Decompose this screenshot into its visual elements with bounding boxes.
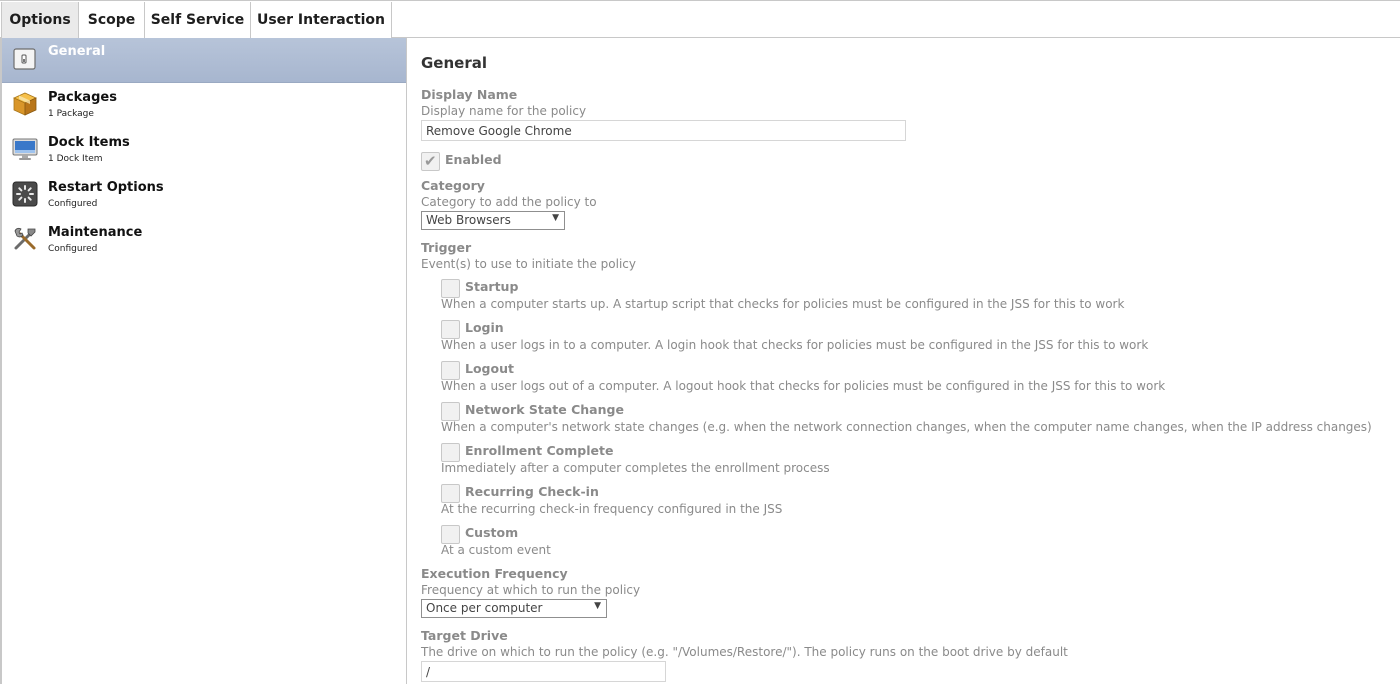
main-panel [408, 38, 1400, 684]
sidebar-item-packages[interactable] [2, 83, 406, 128]
trigger-login-label: Login [465, 320, 504, 335]
target-drive-input[interactable]: / [421, 661, 666, 682]
sidebar-item-general[interactable] [2, 38, 406, 83]
execution-frequency-select-value: Once per computer [426, 601, 543, 615]
display-name-description: Display name for the policy [421, 104, 587, 118]
sidebar-item-dock-items[interactable] [2, 128, 406, 173]
sidebar-item-subtitle: 1 Package [48, 109, 94, 119]
page-title: General [421, 54, 487, 72]
trigger-network-state-change-description: When a computer's network state changes (e.g. when the network connection changes, when the computer name changes, when the IP address changes) [441, 420, 1372, 434]
restart-icon [12, 181, 38, 207]
sidebar-item-title: General [48, 44, 106, 59]
tab-self-service[interactable]: Self Service [145, 2, 251, 38]
sidebar-item-maintenance[interactable] [2, 218, 406, 263]
sidebar-item-title: Packages [48, 90, 117, 105]
category-label: Category [421, 178, 485, 193]
sidebar-item-title: Dock Items [48, 135, 130, 150]
trigger-description: Event(s) to use to initiate the policy [421, 257, 636, 271]
chevron-down-icon: ▼ [552, 213, 559, 223]
trigger-recurring-check-in-description: At the recurring check-in frequency configured in the JSS [441, 502, 783, 516]
trigger-custom-checkbox[interactable] [441, 525, 460, 544]
trigger-recurring-check-in-label: Recurring Check-in [465, 484, 599, 499]
target-drive-label: Target Drive [421, 628, 508, 643]
trigger-network-state-change-checkbox[interactable] [441, 402, 460, 421]
trigger-logout-label: Logout [465, 361, 514, 376]
trigger-logout-description: When a user logs out of a computer. A logout hook that checks for policies must be configured in the JSS for this to work [441, 379, 1166, 393]
sidebar [0, 38, 407, 684]
category-select-value: Web Browsers [426, 213, 511, 227]
tools-icon [12, 226, 38, 252]
sidebar-item-subtitle: 1 Dock Item [48, 154, 103, 164]
category-description: Category to add the policy to [421, 195, 597, 209]
trigger-login-description: When a user logs in to a computer. A login hook that checks for policies must be configured in the JSS for this to work [441, 338, 1149, 352]
sidebar-item-subtitle: Configured [48, 244, 98, 254]
sidebar-item-subtitle: Configured [48, 199, 98, 209]
execution-frequency-description: Frequency at which to run the policy [421, 583, 641, 597]
switch-icon [12, 46, 38, 72]
category-select[interactable] [421, 211, 565, 230]
sidebar-item-title: Maintenance [48, 225, 143, 240]
trigger-network-state-change-label: Network State Change [465, 402, 624, 417]
chevron-down-icon: ▼ [594, 601, 601, 611]
trigger-logout-checkbox[interactable] [441, 361, 460, 380]
trigger-recurring-check-in-checkbox[interactable] [441, 484, 460, 503]
trigger-login-checkbox[interactable] [441, 320, 460, 339]
trigger-custom-description: At a custom event [441, 543, 551, 557]
tab-bar [0, 0, 1400, 38]
tab-options[interactable]: Options [1, 2, 79, 38]
trigger-startup-description: When a computer starts up. A startup script that checks for policies must be configured in the JSS for this to work [441, 297, 1125, 311]
execution-frequency-label: Execution Frequency [421, 566, 568, 581]
execution-frequency-select[interactable] [421, 599, 607, 618]
trigger-enrollment-complete-checkbox[interactable] [441, 443, 460, 462]
sidebar-item-title: Restart Options [48, 180, 164, 195]
display-name-label: Display Name [421, 87, 518, 102]
tab-scope[interactable]: Scope [79, 2, 145, 38]
trigger-enrollment-complete-label: Enrollment Complete [465, 443, 614, 458]
trigger-startup-checkbox[interactable] [441, 279, 460, 298]
monitor-icon [12, 136, 38, 162]
enabled-label: Enabled [445, 152, 502, 167]
trigger-startup-label: Startup [465, 279, 519, 294]
package-icon [12, 91, 38, 117]
target-drive-description: The drive on which to run the policy (e.g. "/Volumes/Restore/"). The policy runs on the boot drive by default [421, 645, 1068, 659]
trigger-enrollment-complete-description: Immediately after a computer completes the enrollment process [441, 461, 830, 475]
trigger-custom-label: Custom [465, 525, 519, 540]
tab-user-interaction[interactable]: User Interaction [251, 2, 392, 38]
enabled-checkbox[interactable] [421, 152, 440, 171]
sidebar-item-restart-options[interactable] [2, 173, 406, 218]
display-name-input[interactable]: Remove Google Chrome [421, 120, 906, 141]
trigger-label: Trigger [421, 240, 472, 255]
